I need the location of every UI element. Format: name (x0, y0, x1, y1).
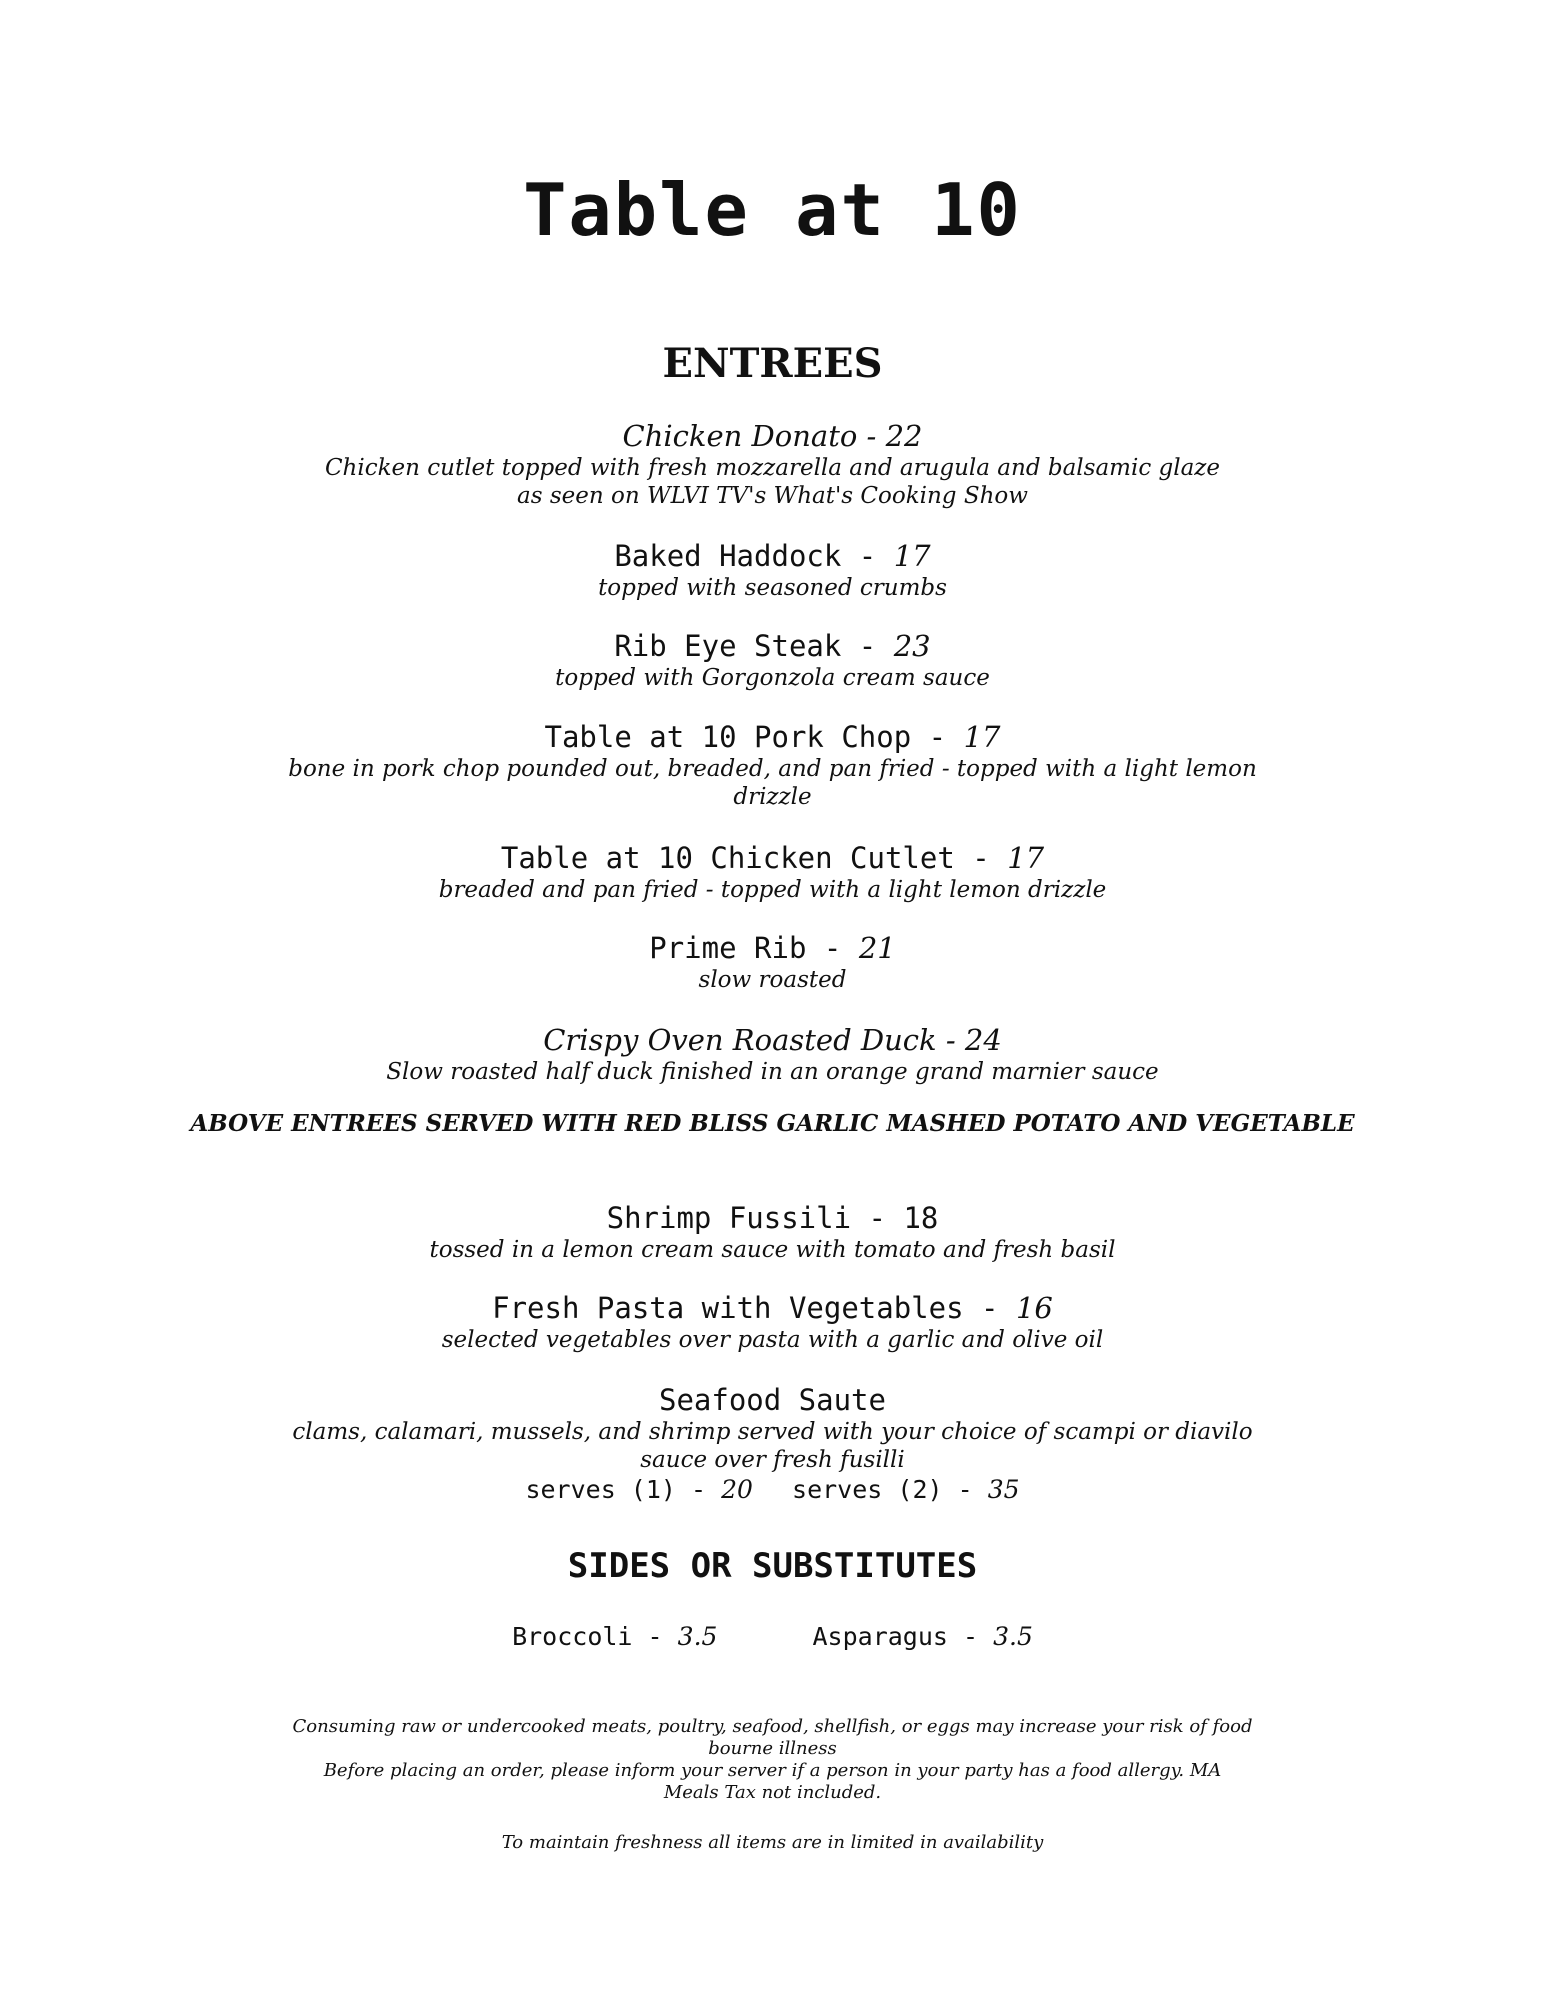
menu-item (80, 930, 1465, 994)
item-separator: - (963, 1622, 979, 1651)
item-title (80, 1382, 1465, 1418)
item-price: 24 (964, 1023, 1002, 1057)
footer-line: Meals Tax not included. (663, 1782, 882, 1803)
menu-item (80, 538, 1465, 602)
item-price: 21 (858, 931, 896, 965)
item-separator: - (957, 1475, 973, 1504)
item-name: Table at 10 Pork Chop (544, 720, 912, 754)
item-description: selected vegetables over pasta with a garlic and olive oil (441, 1327, 1104, 1353)
item-name: Crispy Oven Roasted Duck (543, 1023, 937, 1057)
menu-item (80, 840, 1465, 904)
availability-notice: To maintain freshness all items are in limited in availability (501, 1832, 1044, 1853)
item-description: slow roasted (698, 967, 847, 993)
serving-price: 20 (721, 1475, 753, 1504)
item-separator: - (647, 1622, 663, 1651)
item-price: 18 (903, 1201, 939, 1235)
item-price: 23 (893, 629, 931, 663)
menu-item (80, 719, 1465, 811)
item-separator: - (866, 419, 877, 453)
item-title (80, 930, 1465, 966)
serving-label: serves (1) (525, 1475, 676, 1504)
item-name: Chicken Donato (622, 419, 858, 453)
item-separator: - (858, 539, 877, 573)
serving-price: 35 (987, 1475, 1020, 1504)
item-description: as seen on WLVI TV's What's Cooking Show (517, 483, 1028, 509)
item-name: Prime Rib (649, 931, 807, 965)
item-description: topped with seasoned crumbs (598, 575, 947, 601)
item-title (80, 1200, 1465, 1236)
sides-heading: SIDES OR SUBSTITUTES (567, 1546, 978, 1586)
serving-options (80, 1474, 1465, 1506)
entrees-note: ABOVE ENTREES SERVED WITH RED BLISS GARLIC MASHED POTATO AND VEGETABLE (190, 1110, 1355, 1137)
side-item (813, 1622, 1033, 1651)
item-name: Fresh Pasta with Vegetables (492, 1291, 964, 1325)
menu-item (80, 628, 1465, 692)
item-name: Table at 10 Chicken Cutlet (500, 841, 955, 875)
entrees-heading: ENTREES (662, 340, 883, 387)
item-description: Chicken cutlet topped with fresh mozzarella and arugula and balsamic glaze (324, 455, 1221, 481)
item-separator: - (691, 1475, 707, 1504)
menu-item (80, 418, 1465, 510)
item-title (80, 628, 1465, 664)
sides-list (0, 1622, 1545, 1651)
item-name: Rib Eye Steak (614, 629, 842, 663)
serving-label: serves (2) (792, 1475, 943, 1504)
footer-line: bourne illness (708, 1738, 837, 1759)
item-separator: - (823, 931, 842, 965)
serving-option (525, 1474, 753, 1506)
food-safety-notice (110, 1716, 1435, 1804)
footer-line: Before placing an order, please inform your server if a person in your party has a food allergy. MA (323, 1760, 1222, 1781)
item-name: Shrimp Fussili (606, 1201, 852, 1235)
item-separator: - (945, 1023, 956, 1057)
menu-item (80, 1382, 1465, 1506)
item-name: Baked Haddock (614, 539, 842, 573)
item-name: Seafood Saute (659, 1383, 886, 1417)
item-separator: - (868, 1201, 886, 1235)
item-description: sauce over fresh fusilli (640, 1447, 905, 1473)
item-price: 17 (963, 720, 1001, 754)
item-price: 17 (893, 539, 931, 573)
item-title (80, 1022, 1465, 1058)
footer-line: Consuming raw or undercooked meats, poultry, seafood, shellfish, or eggs may increase your risk of food (292, 1716, 1253, 1737)
item-separator: - (928, 720, 947, 754)
menu-item (80, 1290, 1465, 1354)
item-title (80, 418, 1465, 454)
item-title (80, 538, 1465, 574)
item-separator: - (858, 629, 877, 663)
side-name: Broccoli (512, 1622, 633, 1651)
item-title (80, 719, 1465, 755)
item-description: Slow roasted half duck finished in an orange grand marnier sauce (386, 1059, 1159, 1085)
item-description: breaded and pan fried - topped with a light lemon drizzle (438, 877, 1107, 903)
item-description: clams, calamari, mussels, and shrimp served with your choice of scampi or diavilo (292, 1419, 1253, 1445)
item-title (80, 1290, 1465, 1326)
side-price: 3.5 (993, 1622, 1033, 1651)
item-price: 22 (885, 419, 923, 453)
menu-item (80, 1200, 1465, 1264)
restaurant-title: Table at 10 (523, 168, 1022, 252)
item-title (80, 840, 1465, 876)
serving-option (792, 1474, 1020, 1506)
item-price: 17 (1007, 841, 1045, 875)
side-item (512, 1622, 717, 1651)
item-separator: - (981, 1291, 999, 1325)
item-description: bone in pork chop pounded out, breaded, and pan fried - topped with a light lemon (288, 756, 1257, 782)
item-description: drizzle (733, 784, 812, 810)
item-separator: - (972, 841, 990, 875)
item-description: tossed in a lemon cream sauce with tomato and fresh basil (429, 1237, 1116, 1263)
menu-item (80, 1022, 1465, 1086)
side-name: Asparagus (812, 1622, 948, 1651)
item-description: topped with Gorgonzola cream sauce (555, 665, 990, 691)
side-price: 3.5 (677, 1622, 718, 1651)
item-price: 16 (1015, 1291, 1053, 1325)
